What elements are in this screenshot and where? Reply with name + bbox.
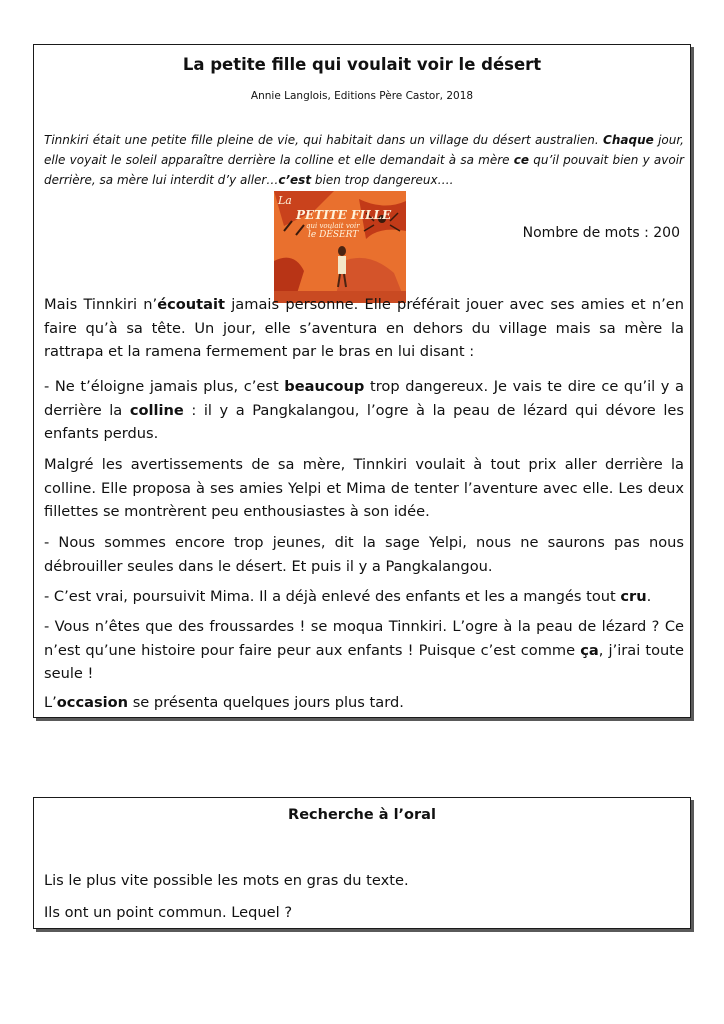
oral-title: Recherche à l’oral [288, 807, 436, 823]
cover-line-1: La [278, 194, 292, 207]
oral-question: Ils ont un point commun. Lequel ? [44, 904, 293, 921]
story-reference: Annie Langlois, Editions Père Castor, 2018 [250, 90, 474, 102]
cover-line-3: qui voulait voir [306, 222, 360, 231]
story-paragraph: L’occasion se présenta quelques jours plus tard. [44, 694, 404, 711]
story-box [33, 44, 691, 718]
story-paragraph: - Ne t’éloigne jamais plus, c’est beaucoup trop dangereux. Je vais te dire ce qu’il y a derrière la colline : il y a Pangkalangou, l’ogre à la peau de lézard qui dévore les enfants perdus. [44, 378, 684, 442]
story-paragraph: Mais Tinnkiri n’écoutait jamais personne. Elle préférait jouer avec ses amies et n’en faire qu’à sa tête. Un jour, elle s’aventura en dehors du village mais sa mère la rattrapa et la ramena fermement par le bras en lui disant : [44, 296, 684, 360]
cover-text [278, 195, 402, 241]
story-title: La petite fille qui voulait voir le désert [182, 55, 542, 74]
story-paragraph: - C’est vrai, poursuivit Mima. Il a déjà enlevé des enfants et les a mangés tout cru. [44, 588, 652, 605]
oral-research-box [33, 797, 691, 929]
oral-question: Lis le plus vite possible les mots en gras du texte. [44, 872, 409, 889]
cover-line-2: PETITE FILLE [296, 207, 392, 222]
book-cover-image [274, 191, 406, 303]
story-intro: Tinnkiri était une petite fille pleine de vie, qui habitait dans un village du désert australien. Chaque jour, elle voyait le soleil apparaître derrière la colline et elle demandait à sa mère ce qu’il pouvait bien y avoir derrière, sa mère lui interdit d’y aller…c’est bien trop dangereux…. [44, 133, 684, 187]
cover-line-4: le DÉSERT [308, 230, 359, 241]
word-count: Nombre de mots : 200 [522, 225, 680, 241]
story-paragraph: Malgré les avertissements de sa mère, Tinnkiri voulait à tout prix aller derrière la colline. Elle proposa à ses amies Yelpi et Mima de tenter l’aventure avec elle. Les deux fillettes se montrèrent peu enthousiastes à son idée. [44, 456, 684, 520]
story-paragraph: - Nous sommes encore trop jeunes, dit la sage Yelpi, nous ne saurons pas nous débrouiller seules dans le désert. Et puis il y a Pangkalangou. [44, 534, 684, 575]
story-paragraph: - Vous n’êtes que des froussardes ! se moqua Tinnkiri. L’ogre à la peau de lézard ? Ce n’est qu’une histoire pour faire peur aux enfants ! Puisque c’est comme ça, j’irai toute seule ! [44, 618, 684, 682]
